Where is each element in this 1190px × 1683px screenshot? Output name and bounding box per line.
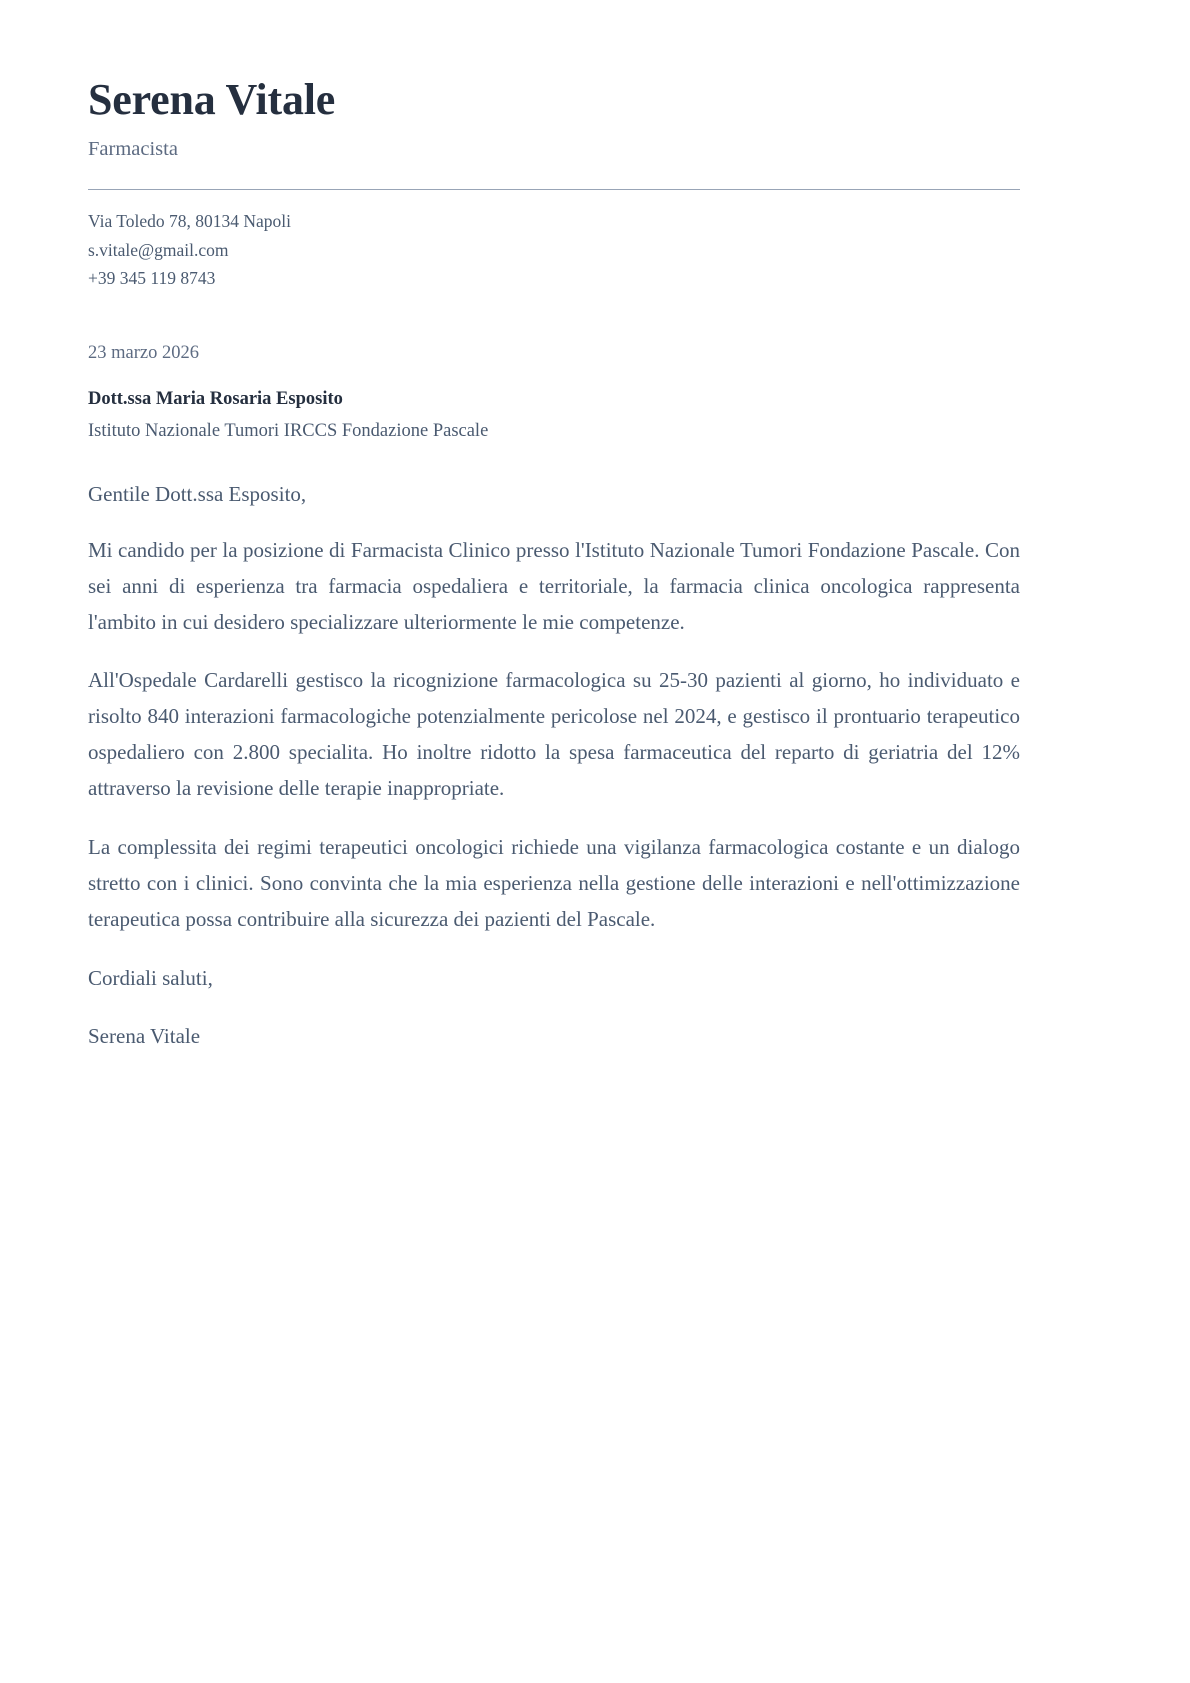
contact-address: Via Toledo 78, 80134 Napoli [88, 211, 292, 232]
job-title: Farmacista [88, 137, 178, 160]
closing-line: Cordiali saluti, [88, 965, 213, 990]
body-paragraph-1: Mi candido per la posizione di Farmacista Clinico presso l'Istituto Nazionale Tumori Fondazione Pascale. Con sei anni di esperienza tra farmacia ospedaliera e territoriale, la farmacia clinica oncologica rappresenta l'ambito in cui desidero specializzare ulteriormente le mie competenze. [88, 537, 1020, 634]
body-paragraph-3: La complessita dei regimi terapeutici oncologici richiede una vigilanza farmacologica costante e un dialogo stretto con i clinici. Sono convinta che la mia esperienza nella gestione delle interazioni e nell'ottimizzazione terapeutica possa contribuire alla sicurezza dei pazienti del Pascale. [88, 834, 1020, 931]
body-paragraph-2: All'Ospedale Cardarelli gestisco la ricognizione farmacologica su 25-30 pazienti al giorno, ho individuato e risolto 840 interazioni farmacologiche potenzialmente pericolose nel 2024, e gestisco il prontuario terapeutico ospedaliero con 2.800 specialita. Ho inoltre ridotto la spesa farmaceutica del reparto di geriatria del 12% attraverso la revisione delle terapie inappropriate. [88, 668, 1020, 801]
page-title: Serena Vitale [88, 75, 336, 124]
salutation: Gentile Dott.ssa Esposito, [88, 482, 307, 507]
contact-block [88, 207, 1020, 292]
recipient-name: Dott.ssa Maria Rosaria Esposito [88, 389, 343, 410]
letter-content [88, 0, 1020, 1052]
signature-name: Serena Vitale [88, 1024, 201, 1049]
contact-email[interactable]: s.vitale@gmail.com [88, 239, 229, 260]
recipient-organization: Istituto Nazionale Tumori IRCCS Fondazione Pascale [88, 421, 489, 442]
letter-date: 23 marzo 2026 [88, 343, 199, 364]
contact-phone[interactable]: +39 345 119 8743 [88, 267, 216, 288]
header-divider [88, 189, 1020, 190]
